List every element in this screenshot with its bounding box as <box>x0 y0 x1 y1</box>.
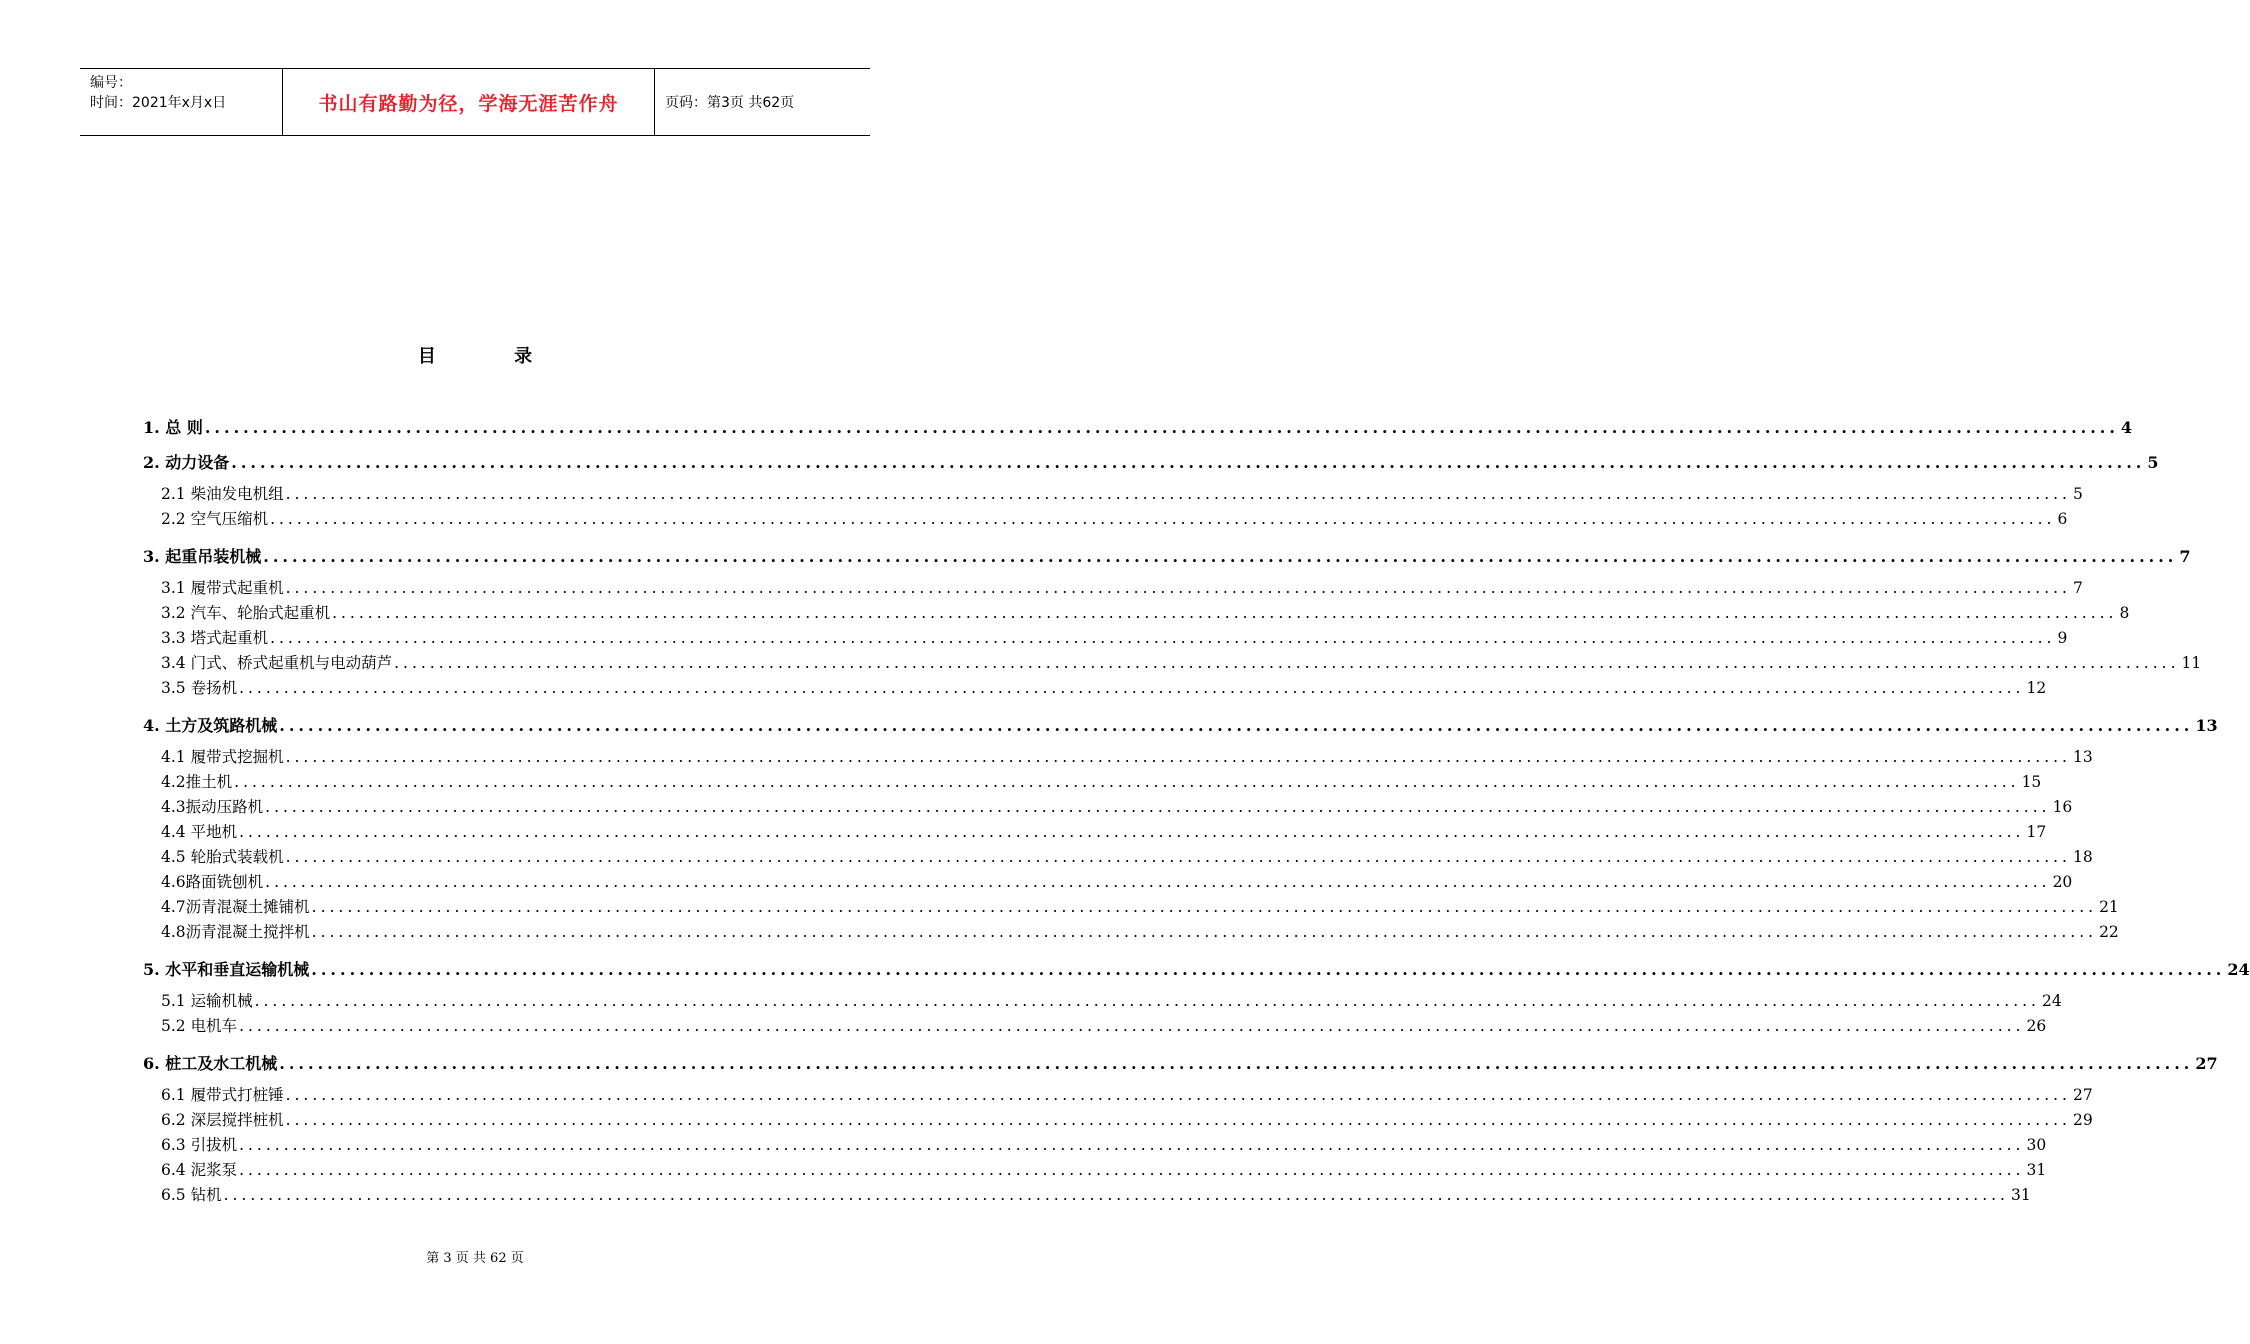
header-page-info: 页码：第3页 共62页 <box>665 95 795 111</box>
toc-subsection-entry[interactable] <box>143 1133 2047 1158</box>
toc-subsection-entry[interactable] <box>143 920 2119 945</box>
toc-entry-page: 11 <box>2181 654 2202 672</box>
toc-entry-label: 4.7沥青混凝土摊铺机 <box>161 898 310 916</box>
toc-subsection-entry[interactable] <box>143 676 2047 701</box>
toc-entry-label: 6.5 钻机 <box>161 1186 222 1204</box>
toc-entry-label: 2. 动力设备 <box>143 453 230 472</box>
toc-entry-page: 18 <box>2072 848 2093 866</box>
dot-leader: ........................................................................................................................................................................................................ <box>254 992 2040 1010</box>
toc-entry-page: 6 <box>2057 510 2068 528</box>
toc-subsection-entry[interactable] <box>143 1158 2047 1183</box>
toc-entry-label: 6. 桩工及水工机械 <box>143 1054 278 1073</box>
toc-entry-label: 4.5 轮胎式装载机 <box>161 848 284 866</box>
toc-entry-page: 9 <box>2057 629 2068 647</box>
dot-leader: ........................................................................................................................................................................................................ <box>285 748 2071 766</box>
toc-subsection-entry[interactable] <box>143 895 2119 920</box>
toc-entry-label: 3.3 塔式起重机 <box>161 629 269 647</box>
dot-leader: ........................................................................................................................................................................................................ <box>239 1136 2025 1154</box>
section-spacer <box>143 1039 807 1049</box>
toc-entry-page: 29 <box>2072 1111 2093 1129</box>
dot-leader: ........................................................................................................................................................................................................ <box>332 604 2118 622</box>
toc-entry-page: 27 <box>2195 1054 2218 1073</box>
toc-entry-label: 4.8沥青混凝土搅拌机 <box>161 923 310 941</box>
dot-leader: ........................................................................................................................................................................................................ <box>239 823 2025 841</box>
page-header <box>80 68 870 136</box>
toc-entry-page: 21 <box>2099 898 2119 916</box>
toc-section-entry[interactable] <box>143 1049 2218 1083</box>
toc-subsection-entry[interactable] <box>143 576 2083 601</box>
toc-entry-page: 24 <box>2227 960 2250 979</box>
toc-subsection-entry[interactable] <box>143 745 2093 770</box>
toc-entry-label: 4.1 履带式挖掘机 <box>161 748 284 766</box>
dot-leader: ........................................................................................................................................................................................................ <box>270 510 2056 528</box>
section-spacer <box>143 701 807 711</box>
section-spacer <box>143 945 807 955</box>
toc-entry-label: 5. 水平和垂直运输机械 <box>143 960 310 979</box>
toc-subsection-entry[interactable] <box>143 845 2093 870</box>
toc-entry-label: 6.1 履带式打桩锤 <box>161 1086 284 1104</box>
toc-entry-page: 5 <box>2072 485 2083 503</box>
toc-subsection-entry[interactable] <box>143 651 2202 676</box>
dot-leader: ........................................................................................................................................................................................................ <box>239 679 2025 697</box>
section-spacer <box>143 532 807 542</box>
header-number: 编号： <box>90 75 132 91</box>
dot-leader: ........................................................................................................................................................................................................ <box>311 923 2098 941</box>
toc-subsection-entry[interactable] <box>143 770 2042 795</box>
toc-entry-label: 3.1 履带式起重机 <box>161 579 284 597</box>
dot-leader: ........................................................................................................................................................................................................ <box>263 547 2178 566</box>
toc-entry-page: 24 <box>2041 992 2062 1010</box>
toc-entry-page: 30 <box>2026 1136 2047 1154</box>
dot-leader: ........................................................................................................................................................................................................ <box>265 798 2051 816</box>
dot-leader: ........................................................................................................................................................................................................ <box>394 654 2180 672</box>
toc-entry-page: 7 <box>2072 579 2083 597</box>
toc-section-entry[interactable] <box>143 413 2133 448</box>
toc-entry-label: 2.2 空气压缩机 <box>161 510 269 528</box>
header-meta <box>80 69 282 135</box>
toc-entry-label: 4.6路面铣刨机 <box>161 873 264 891</box>
toc-entry-label: 5.1 运输机械 <box>161 992 253 1010</box>
toc-entry-page: 15 <box>2021 773 2042 791</box>
toc-subsection-entry[interactable] <box>143 1108 2093 1133</box>
toc-entry-label: 4.3振动压路机 <box>161 798 264 816</box>
dot-leader: ........................................................................................................................................................................................................ <box>285 579 2071 597</box>
dot-leader: ........................................................................................................................................................................................................ <box>285 1086 2071 1104</box>
toc-entry-page: 5 <box>2147 453 2159 472</box>
toc-entry-label: 2.1 柴油发电机组 <box>161 485 284 503</box>
toc-entry-page: 13 <box>2195 716 2218 735</box>
dot-leader: ........................................................................................................................................................................................................ <box>285 485 2071 503</box>
page-footer: 第 3 页 共 62 页 <box>426 1251 524 1266</box>
dot-leader: ........................................................................................................................................................................................................ <box>285 848 2071 866</box>
toc-subsection-entry[interactable] <box>143 1083 2093 1108</box>
toc-entry-page: 17 <box>2026 823 2047 841</box>
toc-entry-page: 12 <box>2026 679 2047 697</box>
dot-leader: ........................................................................................................................................................................................................ <box>234 773 2020 791</box>
toc-section-entry[interactable] <box>143 711 2218 745</box>
dot-leader: ........................................................................................................................................................................................................ <box>270 629 2056 647</box>
dot-leader: ........................................................................................................................................................................................................ <box>204 418 2119 437</box>
toc-subsection-entry[interactable] <box>143 989 2062 1014</box>
toc-entry-label: 6.4 泥浆泵 <box>161 1161 238 1179</box>
dot-leader: ........................................................................................................................................................................................................ <box>231 453 2146 472</box>
toc-section-entry[interactable] <box>143 448 2159 482</box>
toc-entry-label: 1. 总 则 <box>143 418 203 437</box>
toc-subsection-entry[interactable] <box>143 626 2068 651</box>
toc-subsection-entry[interactable] <box>143 820 2047 845</box>
toc-subsection-entry[interactable] <box>143 601 2130 626</box>
toc-entry-label: 6.2 深层搅拌桩机 <box>161 1111 284 1129</box>
dot-leader: ........................................................................................................................................................................................................ <box>311 898 2098 916</box>
toc-entry-label: 3. 起重吊装机械 <box>143 547 262 566</box>
header-time: 时间：2021年x月x日 <box>90 95 227 111</box>
dot-leader: ........................................................................................................................................................................................................ <box>265 873 2051 891</box>
toc-section-entry[interactable] <box>143 542 2191 576</box>
toc-subsection-entry[interactable] <box>143 795 2073 820</box>
toc-entry-label: 3.5 卷扬机 <box>161 679 238 697</box>
toc-entry-page: 13 <box>2072 748 2093 766</box>
toc-entry-page: 16 <box>2052 798 2073 816</box>
toc-entry-page: 31 <box>2026 1161 2047 1179</box>
toc-entry-page: 7 <box>2179 547 2191 566</box>
toc-entry-page: 8 <box>2119 604 2130 622</box>
toc-entry-label: 4.4 平地机 <box>161 823 238 841</box>
toc-subsection-entry[interactable] <box>143 870 2073 895</box>
toc-subsection-entry[interactable] <box>143 482 2083 507</box>
toc-entry-label: 3.4 门式、桥式起重机与电动葫芦 <box>161 654 393 672</box>
dot-leader: ........................................................................................................................................................................................................ <box>285 1111 2071 1129</box>
toc-entry-page: 31 <box>2010 1186 2031 1204</box>
dot-leader: ........................................................................................................................................................................................................ <box>279 716 2194 735</box>
dot-leader: ........................................................................................................................................................................................................ <box>223 1186 2009 1204</box>
toc-entry-page: 27 <box>2072 1086 2093 1104</box>
toc-entry-page: 4 <box>2120 418 2133 437</box>
section-spacer <box>143 1208 807 1218</box>
dot-leader: ........................................................................................................................................................................................................ <box>311 960 2226 979</box>
toc-entry-label: 5.2 电机车 <box>161 1017 238 1035</box>
table-of-contents <box>143 413 2250 1218</box>
toc-entry-page: 20 <box>2052 873 2073 891</box>
toc-entry-label: 4. 土方及筑路机械 <box>143 716 278 735</box>
dot-leader: ........................................................................................................................................................................................................ <box>239 1017 2025 1035</box>
toc-title: 目 录 <box>417 346 569 367</box>
toc-entry-page: 26 <box>2026 1017 2047 1035</box>
toc-subsection-entry[interactable] <box>143 507 2068 532</box>
toc-entry-label: 6.3 引拔机 <box>161 1136 238 1154</box>
toc-section-entry[interactable] <box>143 955 2250 989</box>
toc-entry-label: 3.2 汽车、轮胎式起重机 <box>161 604 331 622</box>
dot-leader: ........................................................................................................................................................................................................ <box>279 1054 2194 1073</box>
header-motto: 书山有路勤为径，学海无涯苦作舟 <box>282 69 655 135</box>
toc-entry-page: 22 <box>2099 923 2119 941</box>
toc-subsection-entry[interactable] <box>143 1183 2031 1208</box>
toc-subsection-entry[interactable] <box>143 1014 2047 1039</box>
toc-entry-label: 4.2推土机 <box>161 773 233 791</box>
dot-leader: ........................................................................................................................................................................................................ <box>239 1161 2025 1179</box>
